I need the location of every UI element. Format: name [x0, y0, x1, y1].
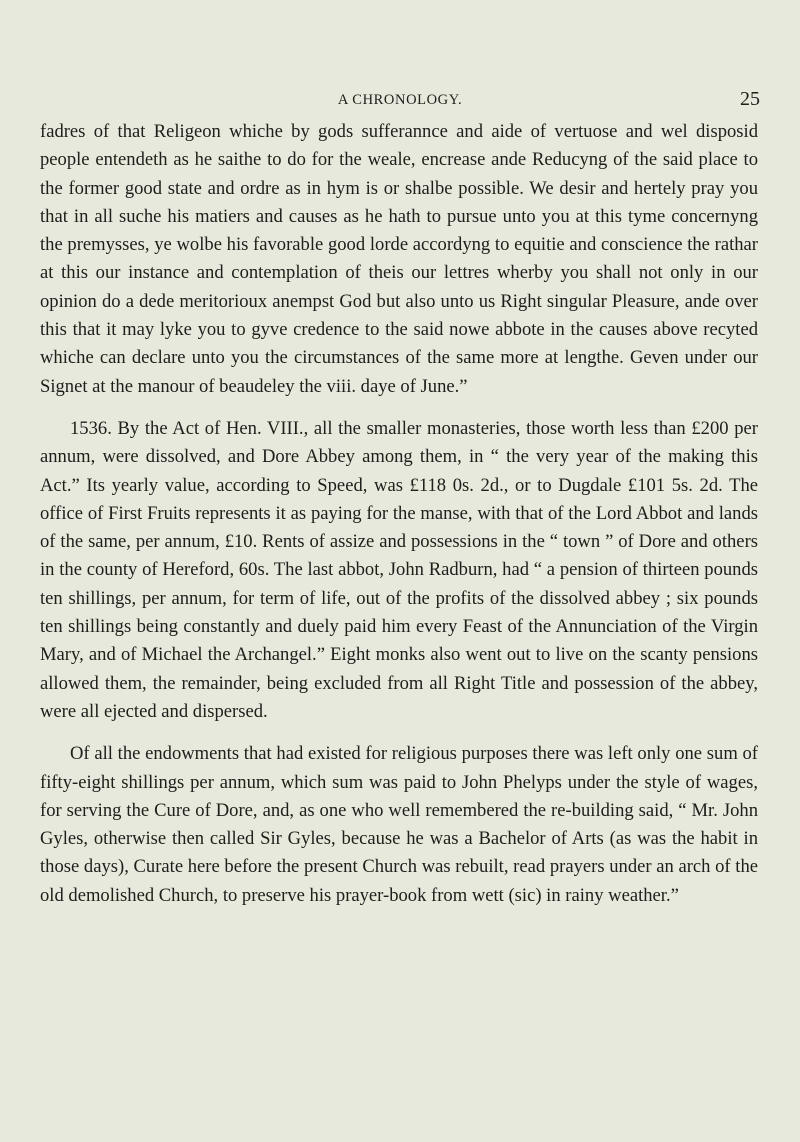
- paragraph-1536-dissolution: 1536. By the Act of Hen. VIII., all the smaller monasteries, those worth less than £200 per annum, were dissolved, and Dore Abbey among them, in “ the very year of the making this Act.” Its yearly value, according to Speed, was £118 0s. 2d., or to Dugdale £101 5s. 2d. The office of First Fruits represents it as paying for the manse, with that of the Lord Abbot and lands of the same, per annum, £10. Rents of assize and possessions in the “ town ” of Dore and others in the county of Hereford, 60s. The last abbot, John Radburn, had “ a pension of thirteen pounds ten shillings, per annum, for term of life, out of the profits of the dissolved abbey ; six pounds ten shillings being constantly and duely paid him every Feast of the Annunciation of the Virgin Mary, and of Michael the Archangel.” Eight monks also went out to live on the scanty pensions allowed them, the remainder, being excluded from all Right Title and possession of the abbey, were all ejected and dispersed.: [40, 417, 758, 722]
- running-head: [40, 88, 760, 112]
- running-title: A CHRONOLOGY.: [337, 92, 463, 108]
- body-text: [40, 118, 758, 910]
- paragraph-endowments: Of all the endowments that had existed for religious purposes there was left only one sum of fifty-eight shillings per annum, which sum was paid to John Phelyps under the style of wages, for serving the Cure of Dore, and, as one who well remembered the re-building said, “ Mr. John Gyles, otherwise then called Sir Gyles, because he was a Bachelor of Arts (as was the habit in those days), Curate here before the present Church was rebuilt, read prayers under an arch of the old demolished Church, to preserve his prayer-book from wett (sic) in rainy weather.”: [40, 743, 758, 906]
- page-number: 25: [740, 88, 760, 110]
- paragraph-letter-continuation: fadres of that Religeon whiche by gods sufferannce and aide of vertuose and wel disposid people entendeth as he saithe to do for the weale, encrease ande Reducyng of the said place to the former good state and ordre as in hym is or shalbe possible. We desir and hertely pray you that in all suche his matiers and causes as he hath to pursue unto you at this tyme concernyng the premysses, ye wolbe his favorable good lorde accordyng to equitie and conscience the rathar at this our instance and contemplation of theis our lettres wherby you shall not only in our opinion do a dede meritorioux anempst God but also unto us Right singular Pleasure, ande over this that it may lyke you to gyve credence to the said nowe abbote in the causes above recyted whiche can declare unto you the circumstances of the same more at lengthe. Geven under our Signet at the manour of beaudeley the viii. daye of June.”: [40, 121, 758, 397]
